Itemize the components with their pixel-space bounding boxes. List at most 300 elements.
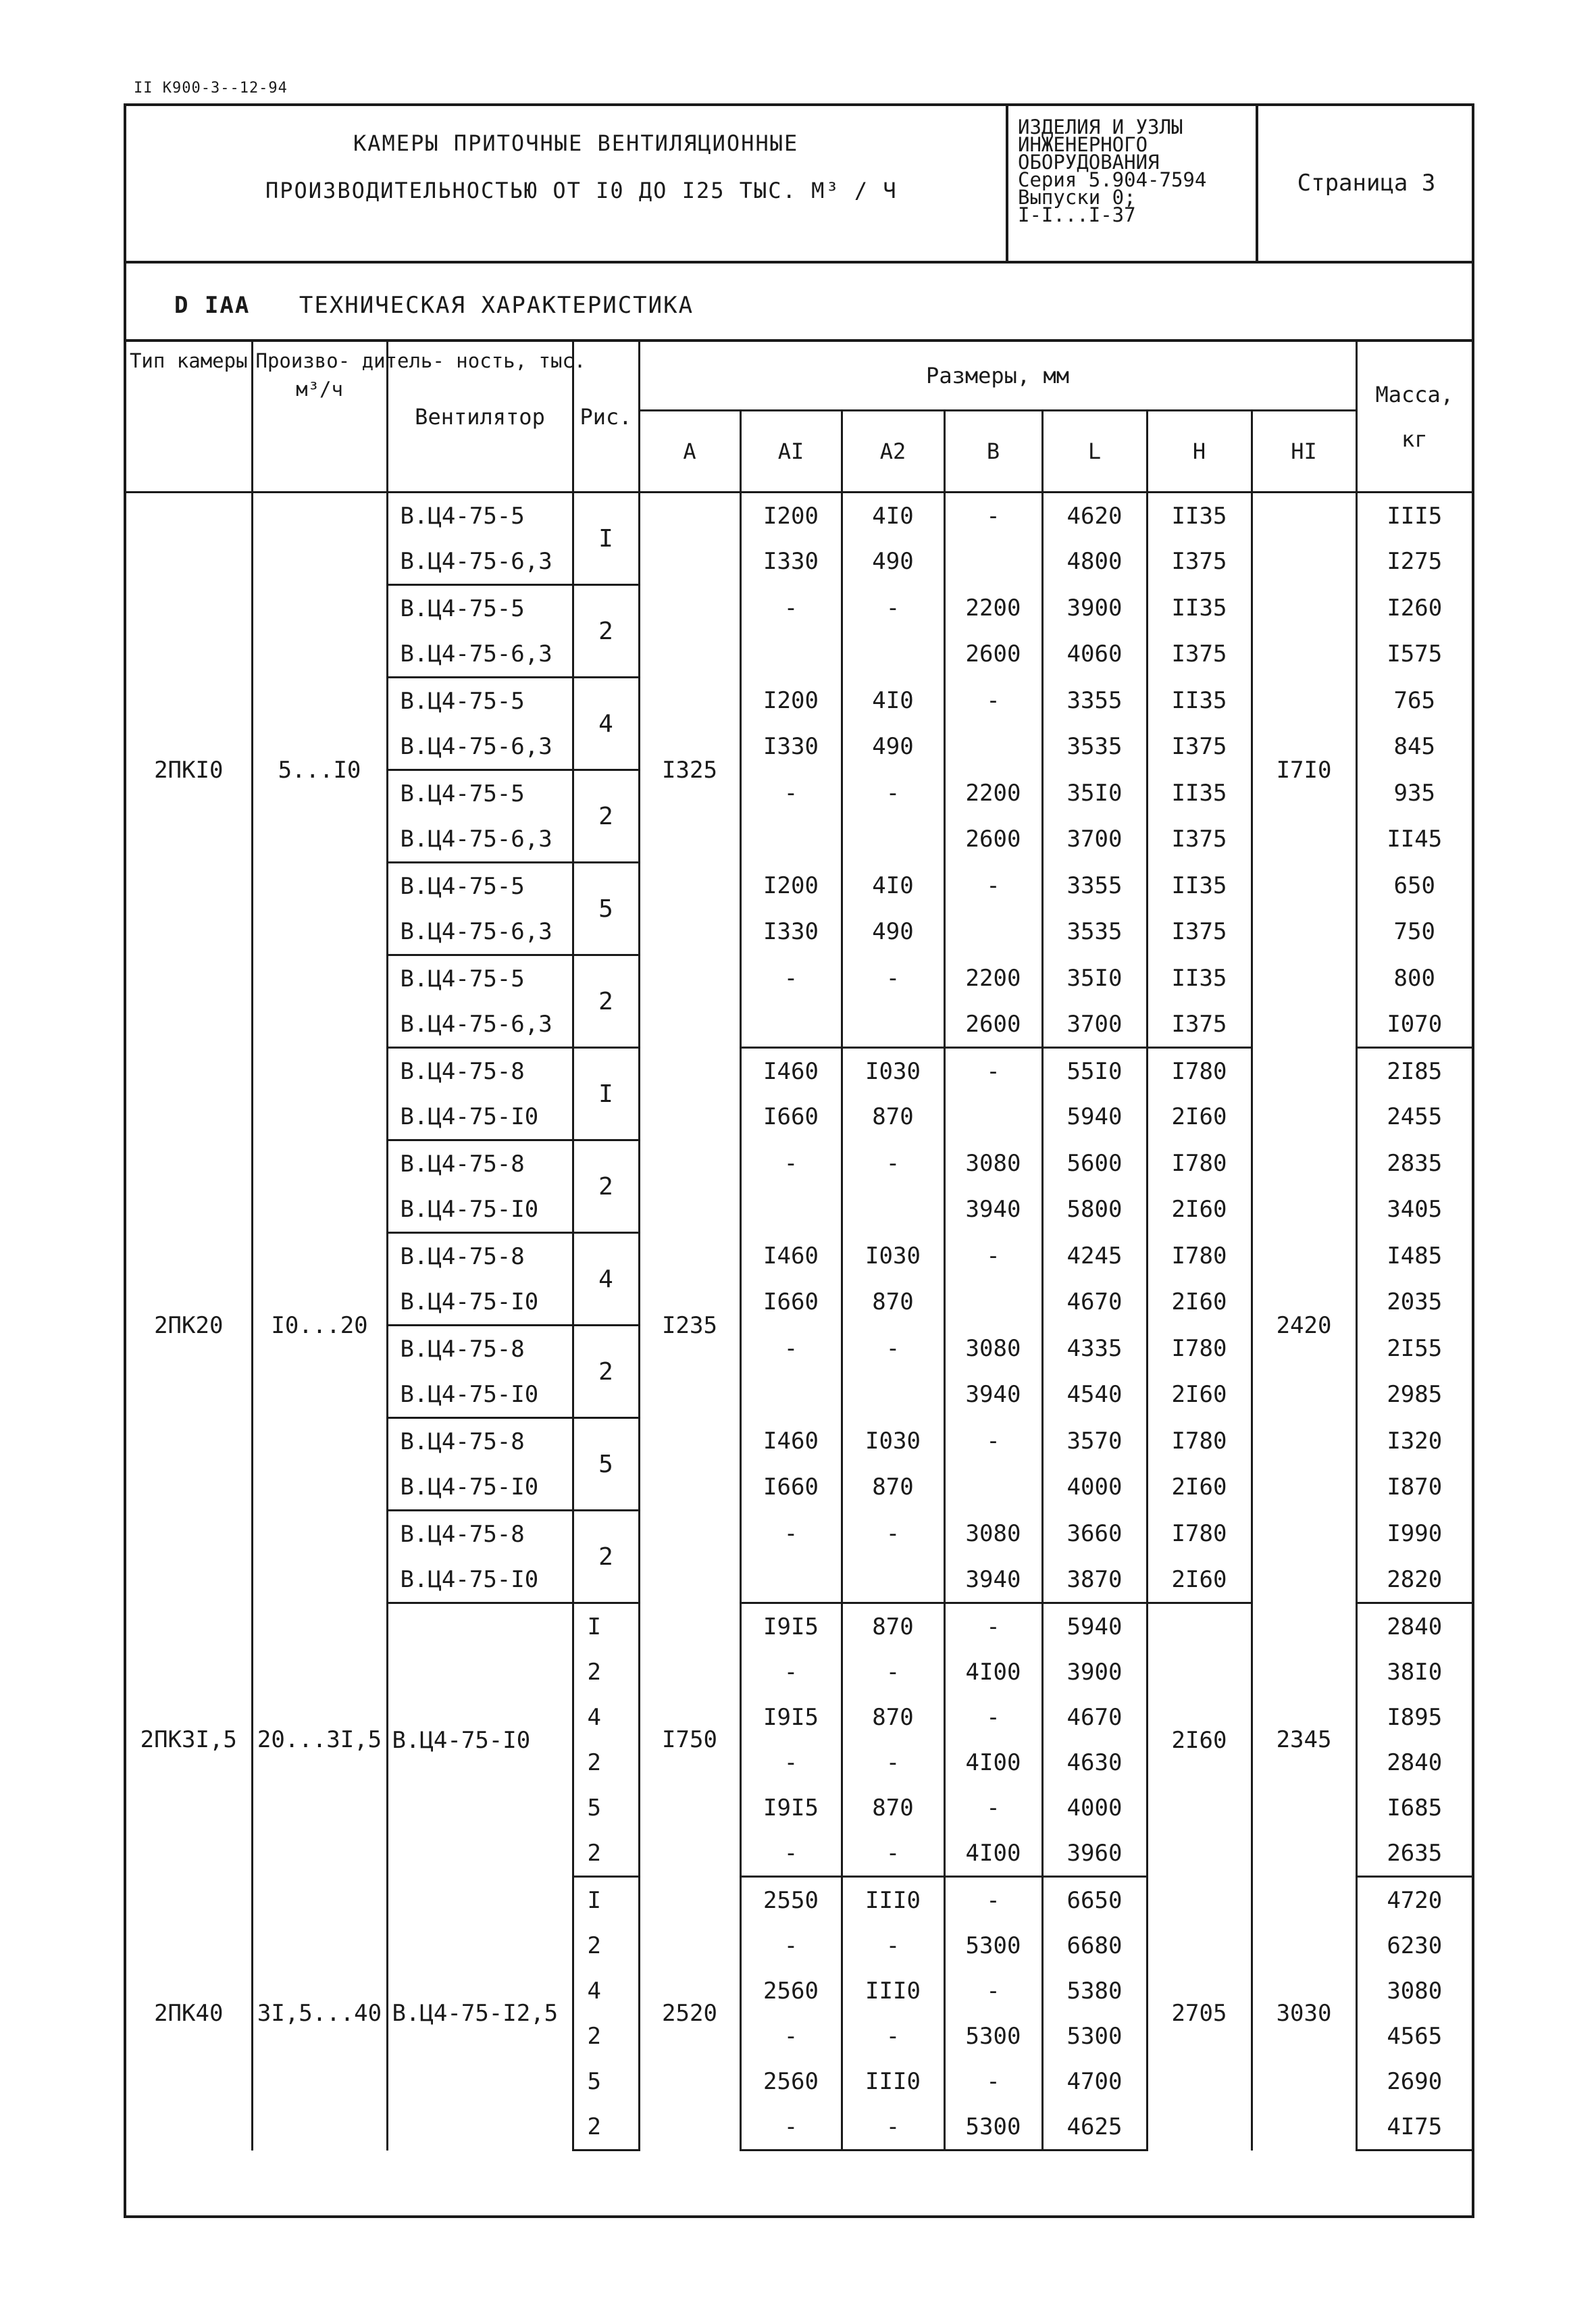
dim-l: 5600 <box>1042 1140 1147 1187</box>
header-type: Тип камеры <box>126 342 252 493</box>
mass-value: 800 <box>1393 964 1435 992</box>
dim-a1: - <box>740 1140 842 1187</box>
figure-number: 5 <box>573 1418 639 1511</box>
mass-value: I685 <box>1387 1794 1443 1821</box>
header-a1: AI <box>740 411 842 493</box>
header-l: L <box>1042 411 1147 493</box>
mass-value: I485 <box>1387 1242 1443 1269</box>
dim-a2: - <box>842 955 944 1002</box>
dim-b: - <box>944 1418 1042 1465</box>
dim-a1 <box>740 1557 842 1603</box>
figure-number: 5 <box>573 863 639 955</box>
dim-b: 3940 <box>944 1186 1042 1233</box>
dim-h: 2I60 <box>1147 1094 1252 1140</box>
mass-value: 935 <box>1393 779 1435 807</box>
dim-l: 4540 <box>1042 1372 1147 1418</box>
dim-b: 3080 <box>944 1140 1042 1187</box>
dim-a2: III0 <box>842 2059 944 2104</box>
dim-h: 2I60 <box>1147 1186 1252 1233</box>
dim-a2 <box>842 1186 944 1233</box>
dim-b: - <box>944 1694 1042 1740</box>
dim-a: I750 <box>639 1603 740 1877</box>
mass-value: 2035 <box>1387 1288 1443 1316</box>
dim-b: 2200 <box>944 585 1042 632</box>
dim-a1: I330 <box>740 538 842 585</box>
dim-a1: I9I5 <box>740 1785 842 1830</box>
dim-b: 4I00 <box>944 1649 1042 1694</box>
dim-l: 3900 <box>1042 1649 1147 1694</box>
mass-value: I275 <box>1387 548 1443 576</box>
dim-b: 2200 <box>944 955 1042 1002</box>
fan-model: В.Ц4-75-5 <box>387 955 573 1002</box>
mass-value: 38I0 <box>1387 1658 1443 1686</box>
dim-l: 4000 <box>1042 1785 1147 1830</box>
dim-a1: - <box>740 955 842 1002</box>
dim-l: 3535 <box>1042 724 1147 770</box>
mass-value: 3405 <box>1387 1196 1443 1224</box>
mass-value: 4I75 <box>1356 2104 1472 2150</box>
figure-number: 2 <box>573 2013 639 2059</box>
fan-model: В.Ц4-75-8 <box>387 1140 573 1187</box>
camera-type: 2ПК3I,5 <box>126 1603 252 1877</box>
series-line: Выпуски 0; <box>1018 186 1136 209</box>
mass-value: 2I55 <box>1387 1334 1443 1362</box>
title-line-1: КАМЕРЫ ПРИТОЧНЫЕ ВЕНТИЛЯЦИОННЫЕ <box>353 130 799 156</box>
dim-h: I375 <box>1147 1001 1252 1048</box>
figure-number: I <box>573 1603 639 1650</box>
dim-l: 4245 <box>1042 1233 1147 1280</box>
mass-value: I320 <box>1387 1427 1443 1455</box>
dim-h: I780 <box>1147 1418 1252 1465</box>
figure-number: 4 <box>573 1233 639 1326</box>
mass-value: II45 <box>1387 826 1443 853</box>
figure-number: 2 <box>573 1326 639 1418</box>
dim-b: 3080 <box>944 1511 1042 1557</box>
dim-a1: - <box>740 2013 842 2059</box>
section-title <box>174 292 694 319</box>
mass-value: 845 <box>1393 733 1435 761</box>
dim-b <box>944 538 1042 585</box>
dim-a2: 490 <box>842 724 944 770</box>
camera-type: 2ПК20 <box>126 1048 252 1603</box>
dim-h: 2I60 <box>1147 1557 1252 1603</box>
series-block <box>1008 103 1258 262</box>
fan-model: В.Ц4-75-8 <box>387 1418 573 1465</box>
dim-b: 5300 <box>944 1923 1042 1968</box>
dim-a2 <box>842 631 944 678</box>
dim-b: - <box>944 2059 1042 2104</box>
dim-l: 35I0 <box>1042 770 1147 817</box>
figure-number: 2 <box>573 955 639 1048</box>
header-capacity-unit: м³/ч <box>296 378 343 401</box>
dim-a2: I030 <box>842 1048 944 1095</box>
dim-b <box>944 1279 1042 1326</box>
dim-a2: 870 <box>842 1464 944 1511</box>
series-line: ИНЖЕНЕРНОГО <box>1018 133 1148 156</box>
header-capacity-label: Произво- дитель- ность, тыс. <box>255 349 586 372</box>
figure-number: 2 <box>573 2104 639 2150</box>
header-h1: HI <box>1252 411 1356 493</box>
dim-b: - <box>944 1968 1042 2013</box>
mass-value: 650 <box>1393 872 1435 899</box>
figure-number: 5 <box>573 1785 639 1830</box>
empty-cell <box>126 2150 1472 2218</box>
dim-l: 6680 <box>1042 1923 1147 1968</box>
dim-h1: 3030 <box>1252 1877 1356 2150</box>
dim-a2: 4I0 <box>842 493 944 539</box>
mass-value: I260 <box>1387 594 1443 622</box>
header-fan: Вентилятор <box>387 342 573 493</box>
fan-model: В.Ц4-75-5 <box>387 770 573 817</box>
dim-a1: I9I5 <box>740 1603 842 1650</box>
dim-a2: 870 <box>842 1785 944 1830</box>
dim-b: - <box>944 678 1042 724</box>
header-mass-label: Масса, <box>1375 381 1454 407</box>
header-divider <box>124 261 1474 263</box>
dim-h: I375 <box>1147 724 1252 770</box>
dim-h: I375 <box>1147 538 1252 585</box>
page-number: Страница 3 <box>1297 169 1436 197</box>
dim-l: 3900 <box>1042 585 1147 632</box>
dim-a1: I660 <box>740 1279 842 1326</box>
dim-h: I780 <box>1147 1326 1252 1372</box>
dim-b <box>944 1094 1042 1140</box>
dim-a2: 870 <box>842 1279 944 1326</box>
dim-a1: - <box>740 1830 842 1877</box>
dim-a2: 490 <box>842 909 944 955</box>
mass-value: 4720 <box>1387 1886 1443 1914</box>
dim-a1: - <box>740 1923 842 1968</box>
dim-h1: 2420 <box>1252 1048 1356 1603</box>
dim-b: - <box>944 1603 1042 1650</box>
dim-h: I780 <box>1147 1048 1252 1095</box>
dim-a1: I460 <box>740 1233 842 1280</box>
dim-a1: - <box>740 770 842 817</box>
series-line: ИЗДЕЛИЯ И УЗЛЫ <box>1018 116 1183 139</box>
dim-b: 3940 <box>944 1557 1042 1603</box>
dim-b: - <box>944 863 1042 909</box>
fan-model: В.Ц4-75-8 <box>387 1326 573 1372</box>
header-b: B <box>944 411 1042 493</box>
dim-h: I780 <box>1147 1511 1252 1557</box>
dim-a1: I660 <box>740 1094 842 1140</box>
dim-a2 <box>842 1001 944 1048</box>
dim-h: 2I60 <box>1147 1464 1252 1511</box>
mass-value: 2690 <box>1387 2067 1443 2095</box>
fan-model: В.Ц4-75-I0 <box>387 1094 573 1140</box>
fan-model: В.Ц4-75-8 <box>387 1048 573 1095</box>
table-row <box>126 1048 1472 1095</box>
dim-l: 35I0 <box>1042 955 1147 1002</box>
fan-model: В.Ц4-75-I0 <box>387 1603 573 1877</box>
dim-a1: - <box>740 1649 842 1694</box>
dim-l: 3960 <box>1042 1830 1147 1877</box>
dim-l: 3870 <box>1042 1557 1147 1603</box>
dim-a1: - <box>740 585 842 632</box>
dim-a1: I200 <box>740 863 842 909</box>
dim-a1 <box>740 816 842 863</box>
capacity-value: 3I,5...40 <box>252 1877 387 2150</box>
capacity-value: I0...20 <box>252 1048 387 1603</box>
section-heading: ТЕХНИЧЕСКАЯ ХАРАКТЕРИСТИКА <box>299 292 694 319</box>
dim-a2: 870 <box>842 1094 944 1140</box>
dim-l: 5380 <box>1042 1968 1147 2013</box>
dim-l: 4670 <box>1042 1694 1147 1740</box>
mass-value: 765 <box>1393 686 1435 714</box>
dim-a2: - <box>842 1326 944 1372</box>
dim-b: 4I00 <box>944 1740 1042 1785</box>
mass-value: 2635 <box>1356 1830 1472 1877</box>
series-line: I-I...I-37 <box>1018 203 1136 226</box>
dim-l: 4630 <box>1042 1740 1147 1785</box>
dim-l: 4620 <box>1042 493 1147 539</box>
dim-h: I375 <box>1147 909 1252 955</box>
header-mass <box>1356 342 1472 493</box>
mass-value: 2835 <box>1387 1149 1443 1177</box>
dim-h: 2I60 <box>1147 1372 1252 1418</box>
dim-b: - <box>944 1233 1042 1280</box>
dim-h1: 2345 <box>1252 1603 1356 1877</box>
mass-value: III5 <box>1387 502 1443 530</box>
dim-a2: - <box>842 2013 944 2059</box>
mass-value: 2840 <box>1387 1613 1443 1640</box>
title-line-2: ПРОИЗВОДИТЕЛЬНОСТЬЮ ОТ I0 ДО I25 ТЫС. М³ / Ч <box>265 178 898 203</box>
series-line: Серия 5.904-7594 <box>1018 168 1207 191</box>
dim-h: 2I60 <box>1147 1279 1252 1326</box>
dim-b: 2600 <box>944 816 1042 863</box>
dim-a1: I460 <box>740 1418 842 1465</box>
series-line: ОБОРУДОВАНИЯ <box>1018 151 1160 174</box>
dim-a1: I460 <box>740 1048 842 1095</box>
dim-l: 55I0 <box>1042 1048 1147 1095</box>
dim-h: II35 <box>1147 678 1252 724</box>
figure-number: I <box>573 1048 639 1140</box>
header-fig: Рис. <box>573 342 639 493</box>
mass-value: 2820 <box>1356 1557 1472 1603</box>
dim-l: 4625 <box>1042 2104 1147 2150</box>
fan-model: В.Ц4-75-8 <box>387 1233 573 1280</box>
camera-type: 2ПК40 <box>126 1877 252 2150</box>
empty-row <box>126 2150 1472 2218</box>
title-block <box>124 103 1008 262</box>
dim-a2: - <box>842 1830 944 1877</box>
section-number: D IAA <box>174 292 251 319</box>
dim-l: 5800 <box>1042 1186 1147 1233</box>
dim-l: 5940 <box>1042 1094 1147 1140</box>
capacity-value: 5...I0 <box>252 493 387 1048</box>
dim-l: 4670 <box>1042 1279 1147 1326</box>
figure-number: 2 <box>573 1923 639 1968</box>
dim-a1: 2550 <box>740 1877 842 1923</box>
dim-b: 4I00 <box>944 1830 1042 1877</box>
figure-number: I <box>573 493 639 585</box>
dim-l: 3660 <box>1042 1511 1147 1557</box>
dim-h: I780 <box>1147 1140 1252 1187</box>
dim-l: 3700 <box>1042 1001 1147 1048</box>
dim-l: 4000 <box>1042 1464 1147 1511</box>
figure-number: 2 <box>573 1140 639 1233</box>
spec-body <box>126 493 1472 2218</box>
dim-a2: I030 <box>842 1418 944 1465</box>
figure-number: 4 <box>573 678 639 770</box>
dim-a1 <box>740 1001 842 1048</box>
figure-number: 2 <box>573 1649 639 1694</box>
dim-a2: 870 <box>842 1694 944 1740</box>
dim-a1: - <box>740 2104 842 2150</box>
fan-model: В.Ц4-75-I2,5 <box>387 1877 573 2150</box>
figure-number: 2 <box>573 1740 639 1785</box>
dim-a1: I660 <box>740 1464 842 1511</box>
fan-model: В.Ц4-75-5 <box>387 493 573 539</box>
mass-value: 2985 <box>1387 1381 1443 1409</box>
dim-b: - <box>944 1877 1042 1923</box>
fan-model: В.Ц4-75-8 <box>387 1511 573 1557</box>
dim-a2: - <box>842 1649 944 1694</box>
figure-number: 2 <box>573 585 639 678</box>
mass-value: 2840 <box>1387 1749 1443 1776</box>
dim-a1: I330 <box>740 724 842 770</box>
dim-h: I780 <box>1147 1233 1252 1280</box>
dim-l: 4700 <box>1042 2059 1147 2104</box>
dim-a2: - <box>842 1923 944 1968</box>
fan-model: В.Ц4-75-5 <box>387 678 573 724</box>
dim-h: 2705 <box>1147 1877 1252 2150</box>
fan-model: В.Ц4-75-I0 <box>387 1464 573 1511</box>
dim-l: 4060 <box>1042 631 1147 678</box>
dim-a1 <box>740 631 842 678</box>
dim-a2: - <box>842 1740 944 1785</box>
dim-a1: I200 <box>740 678 842 724</box>
header-dims: Размеры, мм <box>639 342 1356 411</box>
figure-number: 2 <box>573 1830 639 1877</box>
dim-b: - <box>944 1785 1042 1830</box>
camera-type: 2ПКI0 <box>126 493 252 1048</box>
dim-l: 6650 <box>1042 1877 1147 1923</box>
fan-model: В.Ц4-75-5 <box>387 585 573 632</box>
header-a2: A2 <box>842 411 944 493</box>
mass-value: 2I85 <box>1387 1057 1443 1085</box>
dim-b <box>944 1464 1042 1511</box>
dim-l: 3570 <box>1042 1418 1147 1465</box>
dim-a2: - <box>842 585 944 632</box>
mass-value: I895 <box>1387 1703 1443 1731</box>
figure-number: 4 <box>573 1968 639 2013</box>
dim-a2: - <box>842 770 944 817</box>
spec-table <box>126 342 1472 2217</box>
dim-l: 4335 <box>1042 1326 1147 1372</box>
dim-b: 3080 <box>944 1326 1042 1372</box>
figure-number: 2 <box>573 770 639 863</box>
dim-a1: I9I5 <box>740 1694 842 1740</box>
fan-model: В.Ц4-75-I0 <box>387 1186 573 1233</box>
mass-value: 4565 <box>1387 2022 1443 2050</box>
dim-a1: - <box>740 1740 842 1785</box>
fan-model: В.Ц4-75-6,3 <box>387 724 573 770</box>
dim-b: 2600 <box>944 631 1042 678</box>
dim-b: 2200 <box>944 770 1042 817</box>
fan-model: В.Ц4-75-6,3 <box>387 538 573 585</box>
dim-h: II35 <box>1147 493 1252 539</box>
dim-a2: 490 <box>842 538 944 585</box>
mass-value: 3080 <box>1387 1977 1443 2005</box>
dim-a: I235 <box>639 1048 740 1603</box>
dim-h: 2I60 <box>1147 1603 1252 1877</box>
fan-model: В.Ц4-75-6,3 <box>387 631 573 678</box>
dim-a1: - <box>740 1326 842 1372</box>
fan-model: В.Ц4-75-I0 <box>387 1557 573 1603</box>
figure-number: 4 <box>573 1694 639 1740</box>
fan-model: В.Ц4-75-5 <box>387 863 573 909</box>
dim-a2: 4I0 <box>842 863 944 909</box>
capacity-value: 20...3I,5 <box>252 1603 387 1877</box>
dim-h: II35 <box>1147 770 1252 817</box>
fan-model: В.Ц4-75-6,3 <box>387 1001 573 1048</box>
mass-value: 6230 <box>1387 1932 1443 1959</box>
dim-a2: III0 <box>842 1877 944 1923</box>
dim-a1: - <box>740 1511 842 1557</box>
dim-h: II35 <box>1147 585 1252 632</box>
figure-number: 5 <box>573 2059 639 2104</box>
dim-h: I375 <box>1147 816 1252 863</box>
dim-a2: 870 <box>842 1603 944 1650</box>
dim-a2: I030 <box>842 1233 944 1280</box>
dim-b: - <box>944 1048 1042 1095</box>
dim-l: 4800 <box>1042 538 1147 585</box>
dim-l: 5300 <box>1042 2013 1147 2059</box>
dim-l: 3700 <box>1042 816 1147 863</box>
dim-a2 <box>842 1372 944 1418</box>
dim-a1: 2560 <box>740 2059 842 2104</box>
dim-a2 <box>842 1557 944 1603</box>
dim-a: 2520 <box>639 1877 740 2150</box>
dim-a1 <box>740 1372 842 1418</box>
table-row <box>126 493 1472 539</box>
header-a: A <box>639 411 740 493</box>
mass-value: I870 <box>1387 1474 1443 1501</box>
dim-a1: I200 <box>740 493 842 539</box>
document-code: II K900-3--12-94 <box>134 80 288 97</box>
dim-h: I375 <box>1147 631 1252 678</box>
fan-model: В.Ц4-75-I0 <box>387 1372 573 1418</box>
dim-a2: III0 <box>842 1968 944 2013</box>
dim-a1: I330 <box>740 909 842 955</box>
dim-l: 3355 <box>1042 678 1147 724</box>
fan-model: В.Ц4-75-I0 <box>387 1279 573 1326</box>
dim-b: 2600 <box>944 1001 1042 1048</box>
dim-a2: - <box>842 2104 944 2150</box>
mass-value: I575 <box>1387 640 1443 668</box>
header-h: H <box>1147 411 1252 493</box>
dim-a1: 2560 <box>740 1968 842 2013</box>
header-mass-unit: кг <box>1401 426 1428 452</box>
dim-h: II35 <box>1147 863 1252 909</box>
dim-l: 3355 <box>1042 863 1147 909</box>
dim-a2: - <box>842 1140 944 1187</box>
dim-h: II35 <box>1147 955 1252 1002</box>
dim-l: 3535 <box>1042 909 1147 955</box>
fan-model: В.Ц4-75-6,3 <box>387 909 573 955</box>
dim-b <box>944 909 1042 955</box>
dim-h1: I7I0 <box>1252 493 1356 1048</box>
dim-b <box>944 724 1042 770</box>
figure-number: 2 <box>573 1511 639 1603</box>
mass-value: 750 <box>1393 918 1435 946</box>
mass-value: I990 <box>1387 1519 1443 1547</box>
mass-value: I070 <box>1356 1001 1472 1048</box>
dim-b: 5300 <box>944 2104 1042 2150</box>
fan-model: В.Ц4-75-6,3 <box>387 816 573 863</box>
dim-a1 <box>740 1186 842 1233</box>
